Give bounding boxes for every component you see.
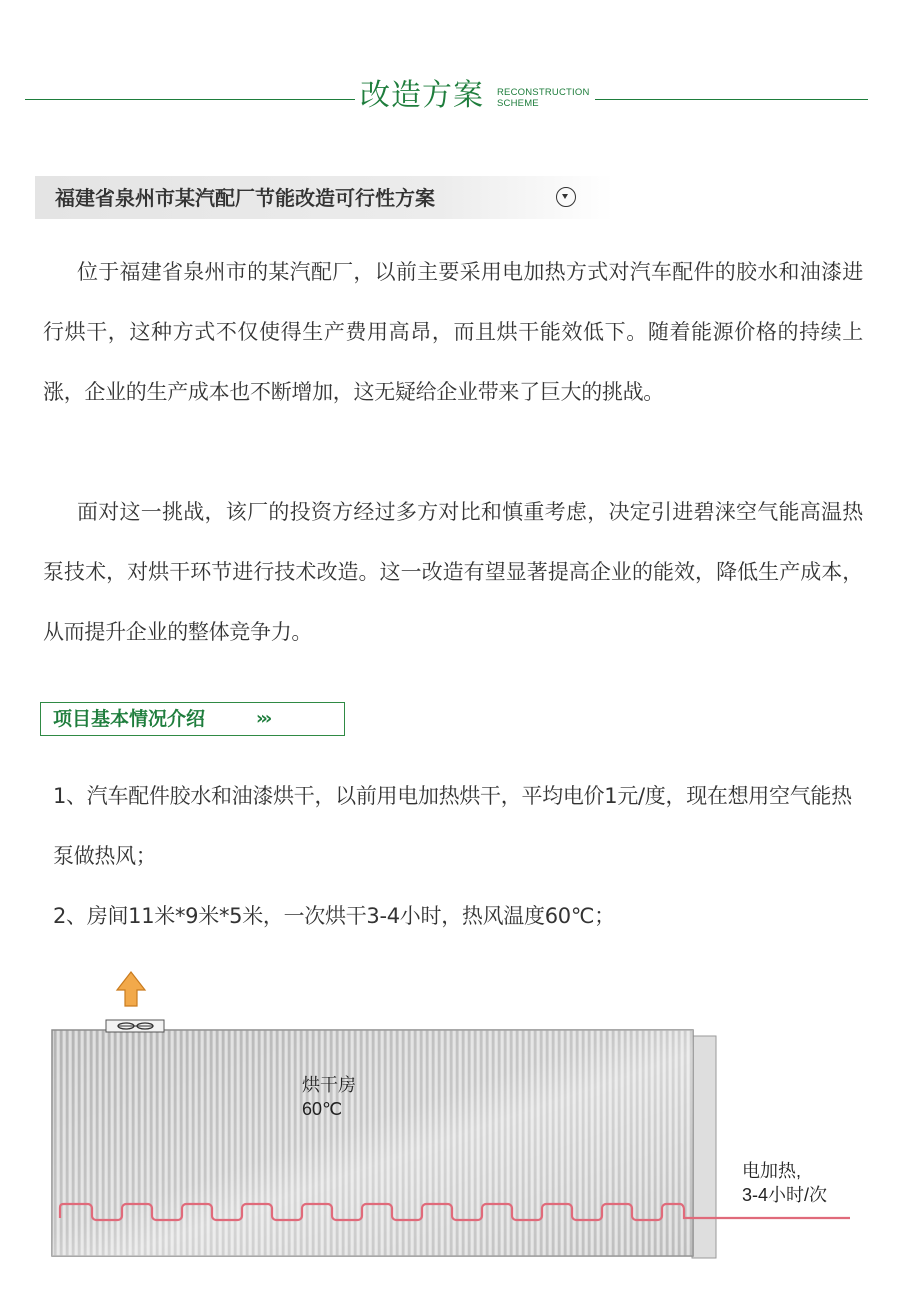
page-subtitle xyxy=(497,87,590,109)
section2-item-2: 2、房间11米*9米*5米，一次烘干3-4小时，热风温度60℃； xyxy=(53,904,615,928)
section1-paragraph-2: 面对这一挑战，该厂的投资方经过多方对比和慎重考虑，决定引进碧涞空气能高温热泵技术，对烘干环节进行技术改造。这一改造有望显著提高企业的能效，降低生产成本，从而提升企业的整体竞争力。 xyxy=(43,500,863,644)
section1-title: 福建省泉州市某汽配厂节能改造可行性方案 xyxy=(55,186,435,210)
hot-air-up-arrow-icon xyxy=(117,972,145,1006)
section2-item-1: 1、汽车配件胶水和油漆烘干，以前用电加热烘干，平均电价1元/度，现在想用空气能热泵做热风； xyxy=(53,784,852,868)
room-label: 烘干房 xyxy=(302,1075,356,1095)
header-line-left xyxy=(25,99,355,100)
header-line-right xyxy=(595,99,868,100)
exhaust-fan-icon xyxy=(106,1020,164,1032)
section2-title: 项目基本情况介绍 xyxy=(53,708,206,730)
page-subtitle-line1: RECONSTRUCTION xyxy=(497,87,590,98)
heater-label-line2: 3-4小时/次 xyxy=(742,1185,828,1205)
section1-paragraph-1: 位于福建省泉州市的某汽配厂，以前主要采用电加热方式对汽车配件的胶水和油漆进行烘干，这种方式不仅使得生产费用高昂，而且烘干能效低下。随着能源价格的持续上涨，企业的生产成本也不断增加，这无疑给企业带来了巨大的挑战。 xyxy=(43,260,863,404)
page-subtitle-line2: SCHEME xyxy=(497,98,539,109)
page-title: 改造方案 xyxy=(360,78,484,113)
chevron-down-circle-icon[interactable] xyxy=(556,187,576,207)
room-temperature: 60℃ xyxy=(302,1099,343,1119)
triple-chevron-right-icon: ››› xyxy=(256,708,270,729)
drying-room-diagram xyxy=(0,960,900,1270)
room-side-panel xyxy=(692,1036,716,1258)
heater-label-line1: 电加热, xyxy=(742,1161,802,1181)
